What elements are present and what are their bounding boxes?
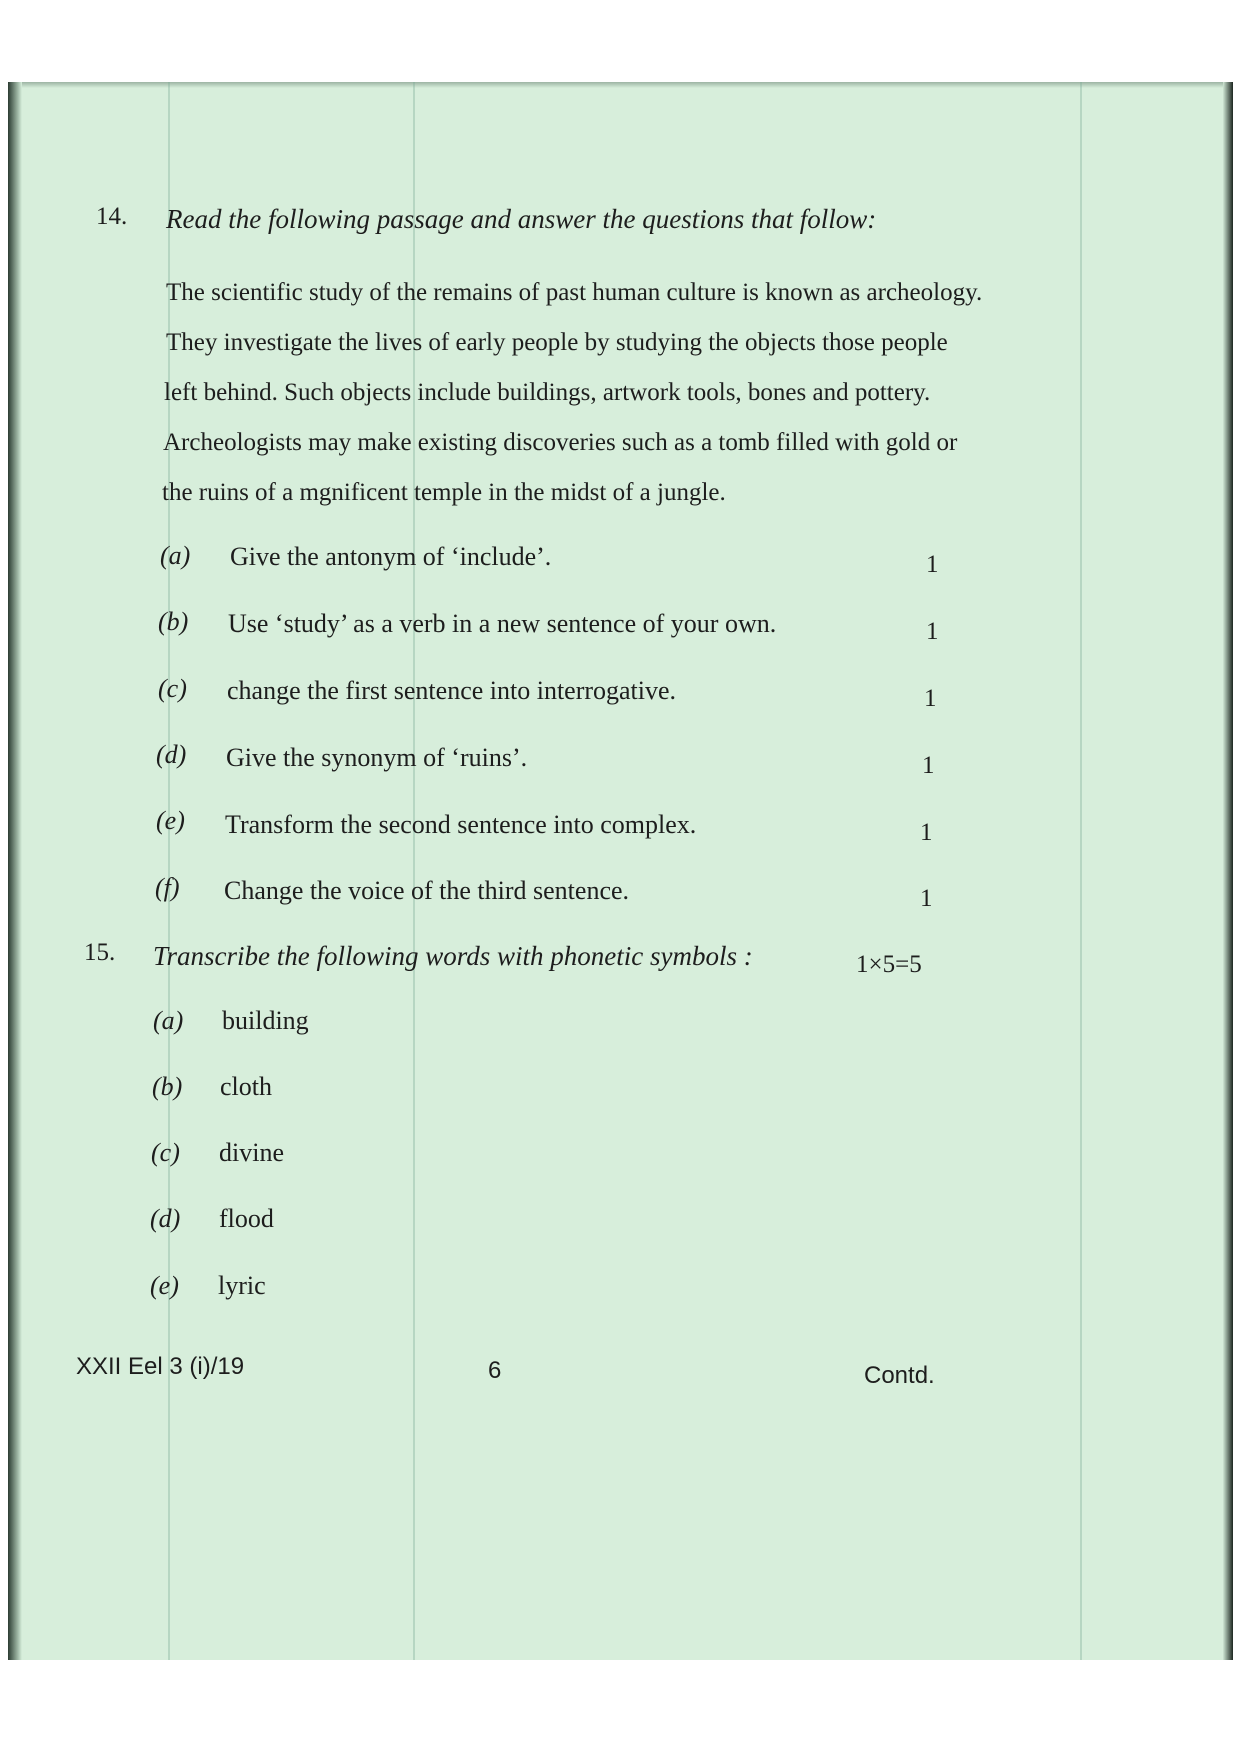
- page-rule: [168, 82, 170, 1660]
- question-number: 15.: [84, 939, 116, 966]
- item-text: building: [222, 1006, 309, 1035]
- item-text: divine: [219, 1138, 284, 1167]
- scan-shadow-top: [8, 82, 1233, 88]
- item-text: Use ‘study’ as a verb in a new sentence of your own.: [228, 609, 777, 638]
- item-label: (c): [158, 674, 187, 703]
- page-number: 6: [488, 1357, 502, 1384]
- item-text: Transform the second sentence into complex.: [225, 810, 697, 839]
- scan-shadow-right: [1223, 82, 1233, 1660]
- passage-line: left behind. Such objects include buildings, artwork tools, bones and pottery.: [164, 379, 931, 406]
- item-label: (f): [155, 873, 180, 902]
- item-marks: 1: [926, 551, 939, 578]
- item-label: (b): [158, 607, 189, 636]
- item-label: (c): [151, 1138, 180, 1167]
- exam-page: [8, 82, 1233, 1660]
- page-rule: [1080, 82, 1082, 1660]
- page-rule: [413, 82, 415, 1660]
- question-instruction: Transcribe the following words with phonetic symbols :: [153, 941, 753, 971]
- item-text: Give the antonym of ‘include’.: [230, 542, 552, 571]
- item-label: (a): [153, 1006, 184, 1035]
- passage-line: The scientific study of the remains of past human culture is known as archeology.: [166, 279, 983, 306]
- item-marks: 1: [920, 819, 933, 846]
- item-marks: 1: [926, 618, 939, 645]
- question-instruction: Read the following passage and answer the questions that follow:: [166, 204, 877, 234]
- item-label: (d): [150, 1204, 181, 1233]
- question-marks: 1×5=5: [856, 951, 922, 978]
- item-label: (b): [152, 1072, 183, 1101]
- passage-line: Archeologists may make existing discoveries such as a tomb filled with gold or: [163, 429, 958, 456]
- item-marks: 1: [922, 752, 935, 779]
- item-text: lyric: [218, 1271, 266, 1300]
- item-label: (a): [160, 541, 191, 570]
- passage-line: They investigate the lives of early people by studying the objects those people: [166, 329, 948, 356]
- item-text: cloth: [220, 1072, 272, 1101]
- item-marks: 1: [920, 885, 933, 912]
- continued-note: Contd.: [864, 1362, 935, 1389]
- item-text: flood: [219, 1204, 274, 1233]
- item-label: (e): [150, 1271, 179, 1300]
- item-marks: 1: [924, 685, 937, 712]
- paper-code: XXII Eel 3 (i)/19: [76, 1353, 245, 1380]
- item-text: Give the synonym of ‘ruins’.: [226, 743, 528, 772]
- item-label: (e): [156, 806, 185, 835]
- item-text: Change the voice of the third sentence.: [224, 876, 630, 905]
- item-text: change the first sentence into interrogative.: [227, 676, 677, 705]
- item-label: (d): [156, 740, 187, 769]
- passage-line: the ruins of a mgnificent temple in the midst of a jungle.: [162, 479, 726, 506]
- scan-shadow-left: [8, 82, 22, 1660]
- question-number: 14.: [96, 203, 128, 230]
